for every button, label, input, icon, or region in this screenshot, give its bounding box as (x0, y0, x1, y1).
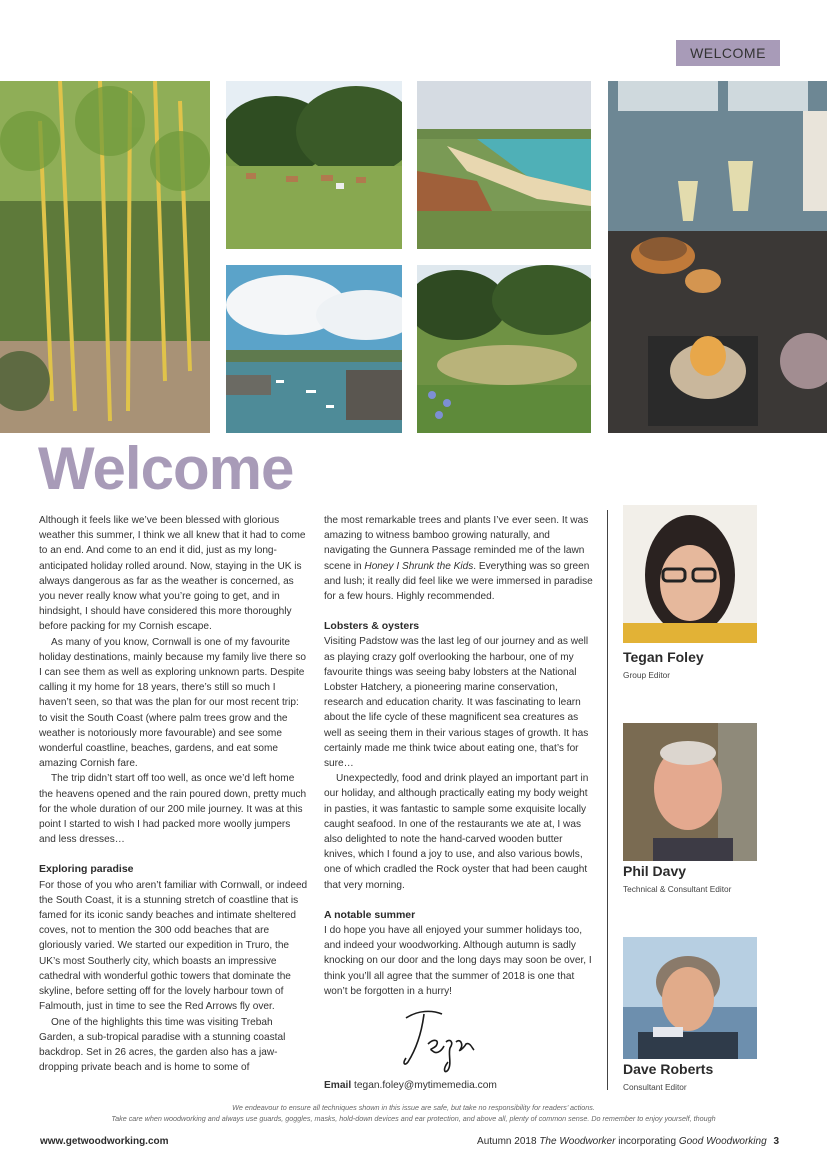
article-column-2 (324, 513, 594, 999)
sister-magazine-name: Good Woodworking (678, 1136, 767, 1147)
column-divider (607, 510, 608, 1090)
film-title: Honey I Shrunk the Kids (364, 560, 474, 572)
footer-issue-info (477, 1136, 779, 1147)
article-column-1 (39, 513, 308, 1075)
paragraph: Unexpectedly, food and drink played an important part in our holiday, and although practically eating my body weight in pasties, it was fantastic to sample some exquisite locally caught seafood. In one of the restaurants we ate at, I was also delighted to note the hand-carved wooden butter knives, which I found a joy to use, and also various bowls, one of which cradled the Rock oyster that had been caught that very morning. (324, 773, 589, 891)
page-title: Welcome (38, 435, 294, 502)
photo-restaurant-table (608, 81, 827, 433)
paragraph: For those of you who aren’t familiar with Cornwall, or indeed the South Coast, it is a stunning stretch of coastline that is famed for its iconic sandy beaches and intimate sheltered coves, not to mention the 300 odd beaches that are gloriously varied. We started our expedition in Truro, the UK’s most Southerly city, which boasts an impressive cathedral with wonderful gothic towers that dominate the skyline, before setting off for the lovely harbour town of Falmouth, just in time to see the Red Arrows fly over. (39, 879, 308, 1013)
email-link[interactable]: tegan.foley@mytimemedia.com (354, 1080, 497, 1091)
email-label: Email (324, 1080, 352, 1091)
photo-garden (417, 265, 591, 433)
page-number: 3 (773, 1136, 779, 1147)
disclaimer-line-1: We endeavour to ensure all techniques shown in this issue are safe, but take no responsibility for readers’ actions. (232, 1103, 595, 1112)
issue-date: Autumn 2018 (477, 1136, 537, 1147)
paragraph: I do hope you have all enjoyed your summer holidays too, and indeed your woodworking. Although autumn is sadly knocking on our door and the long days may soon be over, I think you’ll all agree that the summer of 2018 is one that won’t be forgotten in a hurry! (324, 925, 592, 997)
photo-beach (417, 81, 591, 249)
staff-role: Technical & Consultant Editor (623, 884, 732, 894)
photo-bamboo (0, 81, 210, 433)
photo-harbour (226, 265, 402, 433)
paragraph: Although it feels like we’ve been blessed with glorious weather this summer, I think we all knew that it had to come to an end. And come to an end it did, just as my long-anticipated holiday rolled around. Now, staying in the UK is always dangerous as far as the weather is concerned, as you never really know what you’re going to get, and in hindsight, I should have considered this more thoroughly before packing for my Cornish escape. (39, 515, 306, 633)
paragraph: One of the highlights this time was visiting Trebah Garden, a sub-tropical paradise with a stunning coastal backdrop. Set in 26 acres, the garden also has a jaw-dropping private beach and is home to some of (39, 1016, 286, 1074)
paragraph: the most remarkable trees and plants I’ve ever seen. It was amazing to witness bamboo growing naturally, and navigating the Gunnera Passage reminded me of the lawn scene in Honey I Shrunk the Kids. Everything was so green and lush; it really did feel like we were immersed in paradise for a few hours. Highly recommended. (324, 515, 593, 603)
staff-name: Tegan Foley (623, 649, 704, 665)
paragraph: The trip didn’t start off too well, as once we’d left home the heavens opened and the rain poured down, pretty much for the whole duration of our 200 mile journey. It was at this point I started to wish I had packed more woolly jumpers and less dresses… (39, 773, 307, 846)
email-line (324, 1080, 497, 1091)
avatar-phil-davy (623, 723, 757, 861)
footer-website-link[interactable]: www.getwoodworking.com (40, 1136, 169, 1147)
section-tag: WELCOME (676, 40, 780, 66)
photo-deer-park (226, 81, 402, 249)
avatar-dave-roberts (623, 937, 757, 1059)
disclaimer-line-2: Take care when woodworking and always use guards, goggles, masks, hold-down devices and ear protection, and above all, plenty of common sense. Do remember to enjoy yourself, though (111, 1114, 716, 1123)
paragraph: Visiting Padstow was the last leg of our journey and as well as playing crazy golf overlooking the harbour, one of my favourite things was seeing baby lobsters at the National Lobster Hatchery, a pioneering marine conservation, research and education charity. It was fascinating to learn about the life cycle of these magnificent sea creatures as well as seeing them in their various stages of growth. It has certainly made me think twice about eating one, that’s for sure… (324, 636, 589, 770)
staff-role: Consultant Editor (623, 1082, 687, 1092)
subheading: Lobsters & oysters (324, 620, 420, 633)
subheading: Exploring paradise (39, 863, 134, 876)
magazine-name: The Woodworker (539, 1136, 616, 1147)
staff-name: Phil Davy (623, 863, 687, 879)
paragraph: As many of you know, Cornwall is one of my favourite holiday destinations, mainly because my family live there so I can see them as well as exploring unknown parts. Despite calling it my home for 18 years, there’s still so much I haven’t seen, so that was the plan for our most recent trip: to visit the South Coast (where palm trees grow and the weather is notoriously more favourable) and see some wonderful coastline, beaches, gardens, and eat some amazing Cornish fare. (39, 636, 307, 770)
incorporating-text: incorporating (618, 1136, 677, 1147)
subheading: A notable summer (324, 908, 416, 921)
editor-signature (398, 1004, 488, 1074)
staff-name: Dave Roberts (623, 1061, 714, 1077)
avatar-tegan-foley (623, 505, 757, 643)
staff-role: Group Editor (623, 670, 671, 680)
